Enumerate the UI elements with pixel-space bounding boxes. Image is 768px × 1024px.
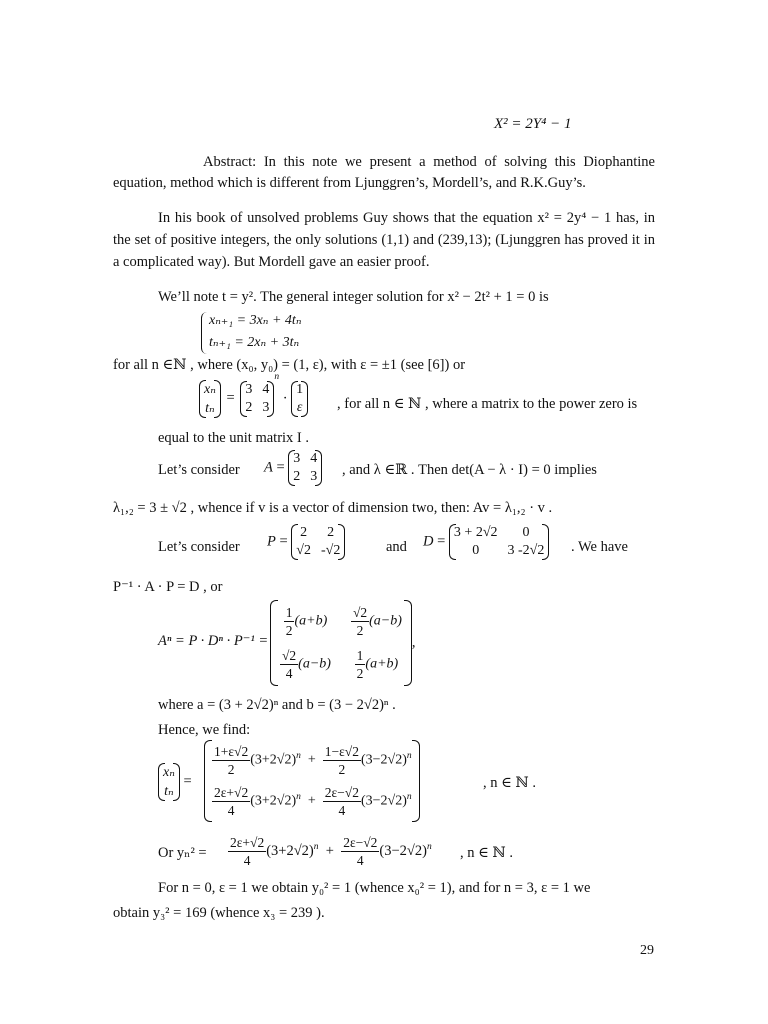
matrix-P-def: P = 2 2 √2 -√2 bbox=[267, 524, 345, 560]
matrix-A: 3 4 2 3 bbox=[240, 381, 274, 417]
page-number: 29 bbox=[640, 943, 654, 958]
paragraph-for-all: for all n ∈ℕ , where (x₀, y₀) = (1, ε), with ε = ±1 (see [6]) or bbox=[113, 357, 466, 373]
yn-squared-formula: $\frac{2\varepsilon+√2}{4}$ $(3+2√2)^n$ + $\frac{2\varepsilon-√2}{4}$ $(3-2√2)^n$ bbox=[230, 835, 432, 868]
consider-p-label: Let’s consider bbox=[158, 539, 240, 555]
paragraph-eigen: λ₁,₂ = 3 ± √2 , whence if v is a vector of dimension two, then: Av = λ₁,₂ · v . bbox=[113, 500, 553, 516]
or-y-label: Or yₙ² = bbox=[158, 845, 207, 861]
final-line-1: For n = 0, ε = 1 we obtain y₀² = 1 (whence x₀² = 1), and for n = 3, ε = 1 we bbox=[158, 880, 591, 896]
solution-vector-lhs: xₙ tₙ = bbox=[158, 763, 192, 801]
matrix-equation-1: xₙ tₙ = 3 4 2 3 $^n$ · 1 ε bbox=[199, 380, 308, 418]
paragraph-diagonalization: P⁻¹ · A · P = D , or bbox=[113, 579, 223, 595]
system-line-1: xₙ₊₁ = 3xₙ + 4tₙ bbox=[209, 313, 302, 328]
n-in-N-1: , n ∈ ℕ . bbox=[483, 775, 536, 791]
paragraph-power-zero: , for all n ∈ ℕ , where a matrix to the power zero is bbox=[337, 396, 638, 412]
matrix-An: $\frac{1}{2}$ (a+b) $\frac{√2}{2}$ (a−b) $\frac{√2}{4}$ (a−b) $\frac{1}{2}$ (a+b) , bbox=[270, 600, 416, 686]
paragraph-det: , and λ ∈ℝ . Then det(A − λ · I) = 0 implies bbox=[342, 462, 597, 478]
system-brace bbox=[201, 312, 207, 354]
power-formula-lhs: Aⁿ = P · Dⁿ · P⁻¹ = bbox=[158, 633, 269, 649]
final-line-2: obtain y₃² = 169 (whence x₃ = 239 ). bbox=[113, 905, 325, 921]
title-equation: X² = 2Y⁴ − 1 bbox=[494, 116, 572, 132]
paragraph-unit-matrix: equal to the unit matrix I . bbox=[158, 430, 310, 446]
paragraph-guy: In his book of unsolved problems Guy shows that the equation x² = 2y⁴ − 1 has, in the set of positive integers, the only solutions (1,1) and (239,13); (Ljunggren has proved it in a complicated way). But Mordell gave an easier proof. bbox=[113, 210, 655, 270]
consider-a-label: Let’s consider bbox=[158, 462, 240, 478]
matrix-D-def: D = 3 + 2√2 0 0 3 -2√2 bbox=[423, 524, 549, 560]
and-label: and bbox=[386, 539, 407, 555]
paragraph-note-t: We’ll note t = y². The general integer solution for x² − 2t² + 1 = 0 is bbox=[158, 289, 549, 305]
system-line-2: tₙ₊₁ = 2xₙ + 3tₙ bbox=[209, 335, 300, 350]
vector-1-eps: 1 ε bbox=[291, 381, 308, 417]
where-line: where a = (3 + 2√2)ⁿ and b = (3 − 2√2)ⁿ . bbox=[158, 697, 396, 713]
matrix-A-def: A = 3 4 2 3 bbox=[264, 450, 322, 486]
n-in-N-2: , n ∈ ℕ . bbox=[460, 845, 513, 861]
vector-xt: xₙ tₙ bbox=[199, 380, 221, 418]
solution-matrix: $\frac{1+\varepsilon√2}{2}$ $(3+2√2)^n$ + $\frac{1-\varepsilon√2}{2}$ $(3-2√2)^n$ $\frac{2\varepsilon+√2}{4}$ $(3+2√2)^n$ + $\frac{2\varepsilon-√2}{4}$ $(3-2√2)^n$ bbox=[204, 740, 420, 822]
we-have-label: . We have bbox=[571, 539, 628, 555]
hence-label: Hence, we find: bbox=[158, 722, 251, 738]
abstract: Abstract: In this note we present a method of solving this Diophantine equation, method which is different from Ljunggren’s, Mordell’s, and R.K.Guy’s. bbox=[113, 154, 655, 191]
